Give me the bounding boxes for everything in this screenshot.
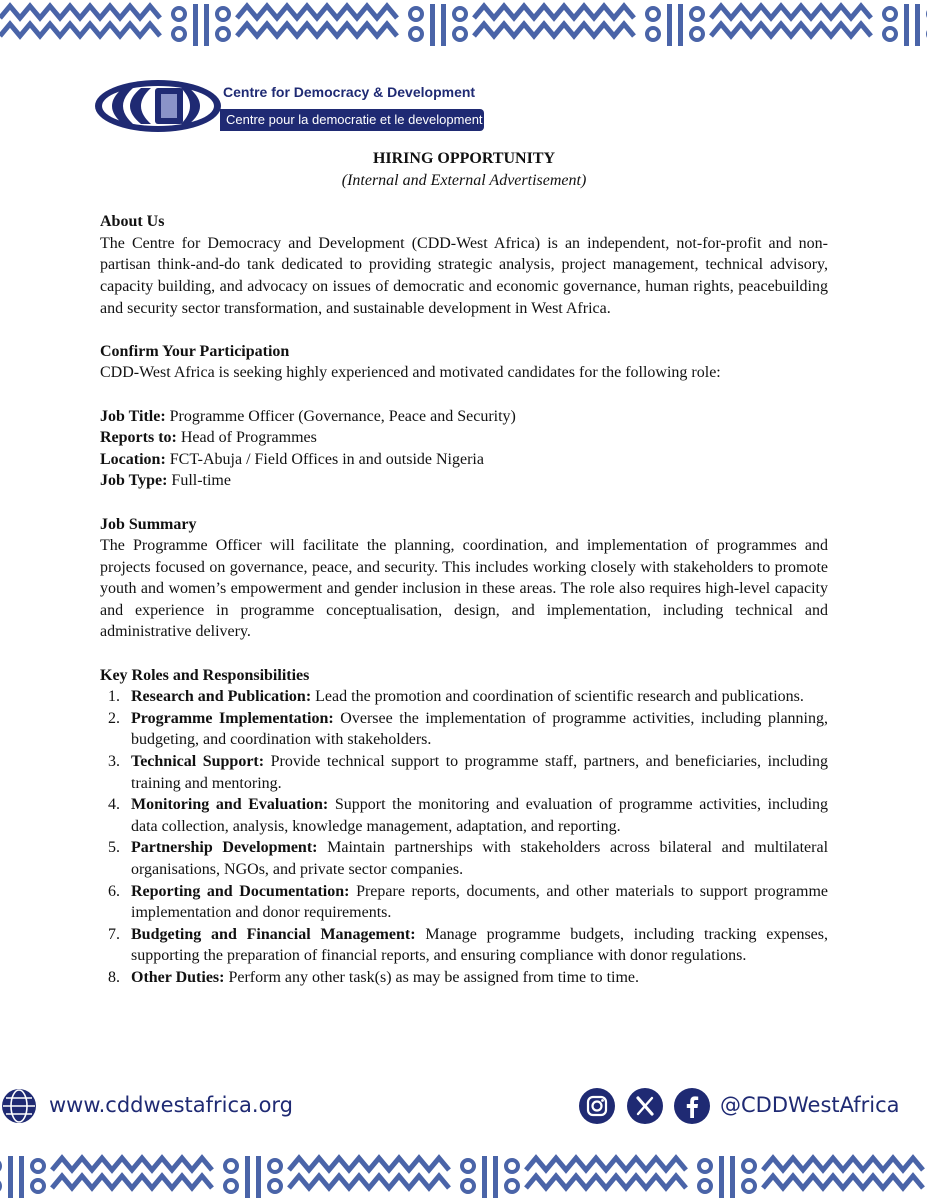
role-label: Partnership Development: <box>131 839 318 857</box>
reports-to-field <box>100 427 828 449</box>
cdd-logo <box>93 76 493 136</box>
x-twitter-icon[interactable] <box>627 1088 663 1124</box>
page-title: HIRING OPPORTUNITY <box>372 150 556 167</box>
role-label: Programme Implementation: <box>131 709 334 727</box>
role-text: Perform any other task(s) as may be assigned from time to time. <box>228 968 640 986</box>
list-item <box>100 708 828 751</box>
job-details <box>100 406 828 492</box>
about-heading: About Us <box>100 213 165 231</box>
list-number: 3. <box>108 753 120 771</box>
page-subtitle: (Internal and External Advertisement) <box>341 171 587 189</box>
role-text: Provide technical support to programme staff, partners, and beneficiaries, including training and mentoring. <box>131 753 829 792</box>
list-number: 1. <box>108 688 120 706</box>
confirm-text: CDD-West Africa is seeking highly experienced and motivated candidates for the following role: <box>100 364 721 382</box>
list-item <box>100 794 828 837</box>
list-number: 5. <box>108 839 120 857</box>
roles-heading: Key Roles and Responsibilities <box>100 666 310 684</box>
location-field <box>100 449 828 471</box>
reports-to-value: Head of Programmes <box>180 429 317 447</box>
logo-name-fr: Centre pour la democratie et le development <box>220 109 484 131</box>
role-label: Other Duties: <box>131 968 225 986</box>
role-text: Manage programme budgets, including tracking expenses, supporting the preparation of financial reports, and ensuring compliance with donor regulations. <box>131 925 829 965</box>
social-handle[interactable]: @CDDWestAfrica <box>720 1093 900 1117</box>
list-item <box>100 967 828 989</box>
role-text: Oversee the implementation of programme activities, including planning, budgeting, and coordination with stakeholders. <box>131 709 829 749</box>
role-label: Monitoring and Evaluation: <box>131 796 329 814</box>
job-type-value: Full-time <box>171 472 231 490</box>
list-item <box>100 924 828 967</box>
job-title-value: Programme Officer (Governance, Peace and Security) <box>169 407 516 425</box>
list-number: 4. <box>108 796 120 814</box>
location-label: Location: <box>100 450 166 468</box>
logo-name-en: Centre for Democracy & Development <box>223 84 476 100</box>
list-number: 7. <box>108 925 120 943</box>
location-value: FCT-Abuja / Field Offices in and outside Nigeria <box>169 450 484 468</box>
job-title-label: Job Title: <box>100 407 166 425</box>
job-type-label: Job Type: <box>100 472 168 490</box>
list-number: 8. <box>108 968 120 986</box>
document-body <box>100 148 828 989</box>
role-label: Reporting and Documentation: <box>131 882 350 900</box>
footer-contact-bar <box>0 1083 927 1133</box>
role-label: Research and Publication: <box>131 688 312 706</box>
confirm-heading: Confirm Your Participation <box>100 342 290 360</box>
job-title-field <box>100 406 828 428</box>
top-pattern-band <box>0 0 927 50</box>
role-label: Budgeting and Financial Management: <box>131 925 416 943</box>
list-item <box>100 686 828 708</box>
summary-heading: Job Summary <box>100 515 197 533</box>
list-item <box>100 881 828 924</box>
summary-text: The Programme Officer will facilitate the planning, coordination, and implementation of programmes and projects focused on governance, peace, and security. This includes working closely with stakeholders to promote youth and women’s empowerment and gender inclusion in these areas. The role also requires high-level capacity and experience in programme conceptualisation, design, and implementation, including technical and administrative delivery. <box>100 537 828 641</box>
list-item <box>100 837 828 880</box>
role-text: Lead the promotion and coordination of scientific research and publications. <box>315 688 804 706</box>
list-number: 2. <box>108 709 120 727</box>
role-text: Prepare reports, documents, and other materials to support programme implementation and donor requirements. <box>131 882 829 922</box>
globe-www-icon <box>0 1087 38 1125</box>
website-link[interactable]: www.cddwestafrica.org <box>49 1093 294 1117</box>
list-item <box>100 751 828 794</box>
reports-to-label: Reports to: <box>100 429 177 447</box>
about-text: The Centre for Democracy and Development (CDD-West Africa) is an independent, not-for-profit and non-partisan think-and-do tank dedicated to providing strategic analysis, project management, technical advisory, capacity building, and advocacy on issues of democratic and economic governance, human rights, peacebuilding and security sector transformation, and sustainable development in West Africa. <box>100 234 828 317</box>
bottom-pattern-band <box>0 1152 927 1202</box>
job-type-field <box>100 470 828 492</box>
instagram-icon[interactable] <box>579 1088 615 1124</box>
cdd-emblem-icon <box>93 76 223 136</box>
facebook-icon[interactable] <box>674 1088 710 1124</box>
role-label: Technical Support: <box>131 753 265 771</box>
roles-list <box>100 686 828 988</box>
list-number: 6. <box>108 882 120 900</box>
role-text: Maintain partnerships with stakeholders across bilateral and multilateral organisations, NGOs, and private sector companies. <box>131 839 829 878</box>
role-text: Support the monitoring and evaluation of programme activities, including data collection, analysis, knowledge management, adaptation, and reporting. <box>131 796 829 835</box>
